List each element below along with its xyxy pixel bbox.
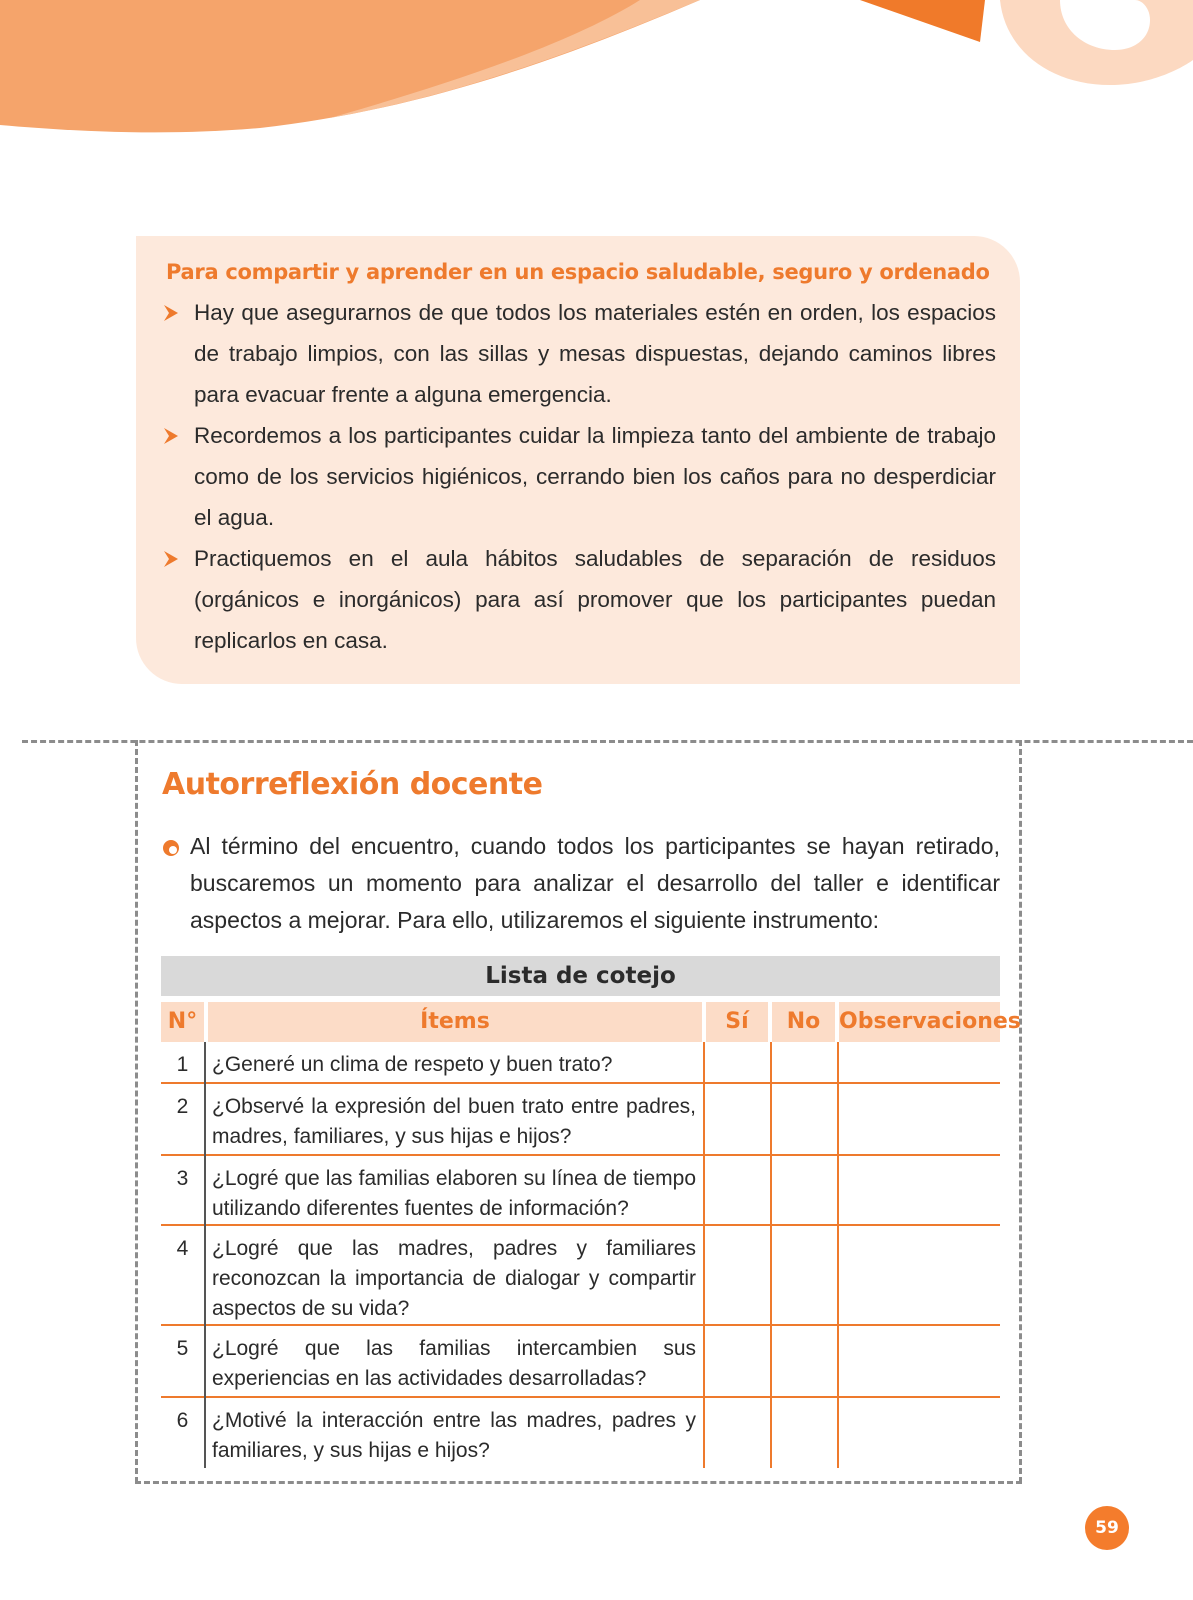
- list-item: [164, 415, 996, 538]
- section-title: Autorreflexión docente: [162, 767, 543, 802]
- table-row: [161, 1156, 1000, 1226]
- tip-title: Para compartir y aprender en un espacio saludable, seguro y ordenado: [166, 260, 990, 284]
- bullet-icon: [162, 839, 180, 857]
- column-divider: [703, 1042, 705, 1468]
- row-number: 5: [176, 1337, 189, 1360]
- tip-item-text: Hay que asegurarnos de que todos los materiales estén en orden, los espacios de trabajo limpios, con las sillas y mesas dispuestas, dejando caminos libres para evacuar frente a alguna emergencia.: [194, 300, 996, 407]
- table-row: [161, 1226, 1000, 1326]
- row-number: 2: [176, 1095, 189, 1118]
- table-row: [161, 1326, 1000, 1398]
- intro-paragraph: [162, 828, 1000, 939]
- list-item: [164, 292, 996, 415]
- list-item: [164, 538, 996, 661]
- column-divider: [837, 1042, 839, 1468]
- tip-item-text: Recordemos a los participantes cuidar la limpieza tanto del ambiente de trabajo como de los servicios higiénicos, cerrando bien los caños para no desperdiciar el agua.: [194, 423, 996, 530]
- intro-text: Al término del encuentro, cuando todos los participantes se hayan retirado, buscaremos un momento para analizar el desarrollo del taller e identificar aspectos a mejorar. Para ello, utilizaremos el siguiente instrumento:: [190, 833, 1000, 933]
- column-divider: [770, 1042, 772, 1468]
- row-item: ¿Logré que las familias elaboren su línea de tiempo utilizando diferentes fuentes de información?: [212, 1167, 696, 1220]
- dashed-border-bottom: [135, 1481, 1022, 1484]
- table-row: [161, 1084, 1000, 1156]
- tip-list: [164, 292, 996, 661]
- column-divider: [204, 1042, 206, 1468]
- row-item: ¿Observé la expresión del buen trato entre padres, madres, familiares, y sus hijas e hijos?: [212, 1095, 696, 1148]
- row-number: 1: [176, 1053, 189, 1076]
- table-row: [161, 1398, 1000, 1468]
- dashed-border-right: [1019, 740, 1022, 1483]
- header-yes: Sí: [706, 1002, 768, 1042]
- row-item: ¿Logré que las familias intercambien sus experiencias en las actividades desarrolladas?: [212, 1337, 696, 1390]
- chevron-right-icon: [164, 305, 178, 321]
- header-wave-decoration: [0, 0, 1193, 140]
- tip-item-text: Practiquemos en el aula hábitos saludables de separación de residuos (orgánicos e inorgánicos) para así promover que los participantes puedan replicarlos en casa.: [194, 546, 996, 653]
- header-no: No: [772, 1002, 835, 1042]
- table-row: [161, 1042, 1000, 1084]
- header-items: Ítems: [208, 1002, 702, 1042]
- dashed-divider: [22, 740, 1193, 743]
- header-num: N°: [161, 1002, 204, 1042]
- row-number: 3: [176, 1167, 189, 1190]
- tip-box: [136, 236, 1020, 684]
- dashed-border-left: [135, 740, 138, 1483]
- row-number: 6: [176, 1409, 189, 1432]
- chevron-right-icon: [164, 551, 178, 567]
- page-number: 59: [1085, 1506, 1129, 1550]
- row-item: ¿Generé un clima de respeto y buen trato?: [212, 1053, 613, 1076]
- table-title: Lista de cotejo: [161, 956, 1000, 996]
- row-item: ¿Logré que las madres, padres y familiares reconozcan la importancia de dialogar y compartir aspectos de su vida?: [212, 1237, 696, 1320]
- chevron-right-icon: [164, 428, 178, 444]
- header-observations: Observaciones: [839, 1002, 1000, 1042]
- row-number: 4: [176, 1237, 189, 1260]
- row-item: ¿Motivé la interacción entre las madres, padres y familiares, y sus hijas e hijos?: [212, 1409, 696, 1462]
